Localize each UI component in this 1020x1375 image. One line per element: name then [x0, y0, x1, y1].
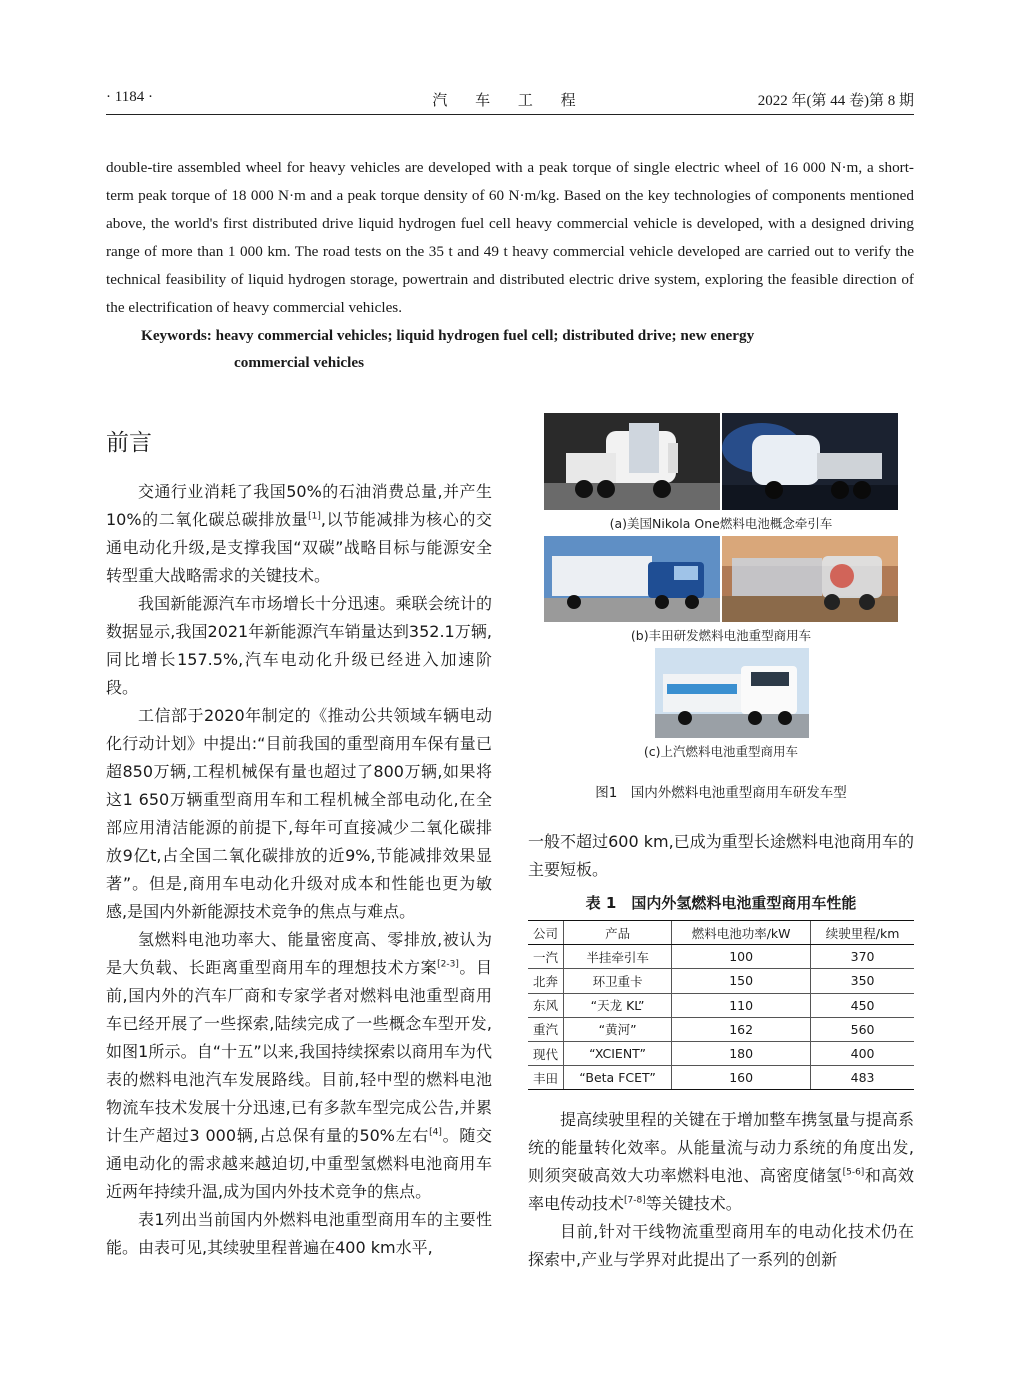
citation: [1] — [308, 511, 321, 522]
text-segment: 目前,针对干线物流重型商用车的电动化技术仍在探索中,产业与学界对此提出了一系列的创新 — [528, 1222, 914, 1269]
table-cell: 400 — [811, 1041, 914, 1065]
citation: [7-8] — [624, 1195, 646, 1206]
table-cell: 162 — [672, 1017, 811, 1041]
section-title: 前言 — [106, 430, 152, 456]
page-number: · 1184 · — [106, 89, 153, 105]
table-title: 表 1 国内外氢燃料电池重型商用车性能 — [585, 894, 857, 912]
abstract-text: double-tire assembled wheel for heavy vehicles are developed with a peak torque of single electric wheel of 16 000 N·m, a short-term peak torque of 18 000 N·m and a peak torque density of 60 N·m/kg. Based on the key technologies of components mentioned above, the world's first distributed drive liquid hydrogen fuel cell heavy commercial vehicle is developed, with a designed driving range of more than 1 000 km. The road tests on the 35 t and 49 t heavy commercial vehicle developed are carried out to verify the technical feasibility of liquid hydrogen storage, powertrain and distributed electric drive system, exploring the feasible direction of the electrification of heavy commercial vehicles. — [106, 159, 914, 316]
issue-info: 2022 年(第 44 卷)第 8 期 — [757, 93, 914, 109]
table-cell: 北奔 — [528, 969, 564, 993]
table-row — [528, 1066, 914, 1090]
photo-saic-truck — [655, 648, 809, 738]
paragraph — [528, 1106, 914, 1218]
table-cell: 150 — [672, 969, 811, 993]
text-segment: 等关键技术。 — [645, 1194, 742, 1213]
text-segment: 氢燃料电池功率大、能量密度高、零排放,被认为是大负载、长距离重型商用车的理想技术方案 — [106, 930, 492, 977]
table-cell: “黄河” — [564, 1017, 672, 1041]
table-cell: 丰田 — [528, 1066, 564, 1090]
caption-sub-b: (b)丰田研发燃料电池重型商用车 — [630, 628, 812, 643]
citation: [5-6] — [842, 1167, 865, 1178]
table-cell: 一汽 — [528, 945, 564, 969]
figure-caption: 图1 国内外燃料电池重型商用车研发车型 — [595, 785, 847, 801]
table-row — [528, 969, 914, 993]
right-column-bottom — [528, 1106, 914, 1274]
paragraph — [106, 478, 492, 590]
journal-name: 汽 车 工 程 — [432, 93, 588, 109]
paragraph: 一般不超过600 km,已成为重型长途燃料电池商用车的主要短板。 — [528, 832, 914, 879]
caption-sub-a: (a)美国Nikola One燃料电池概念牵引车 — [609, 516, 833, 531]
table-cell: 450 — [811, 993, 914, 1017]
table-cell: “Beta FCET” — [564, 1066, 672, 1090]
caption-sub-c: (c)上汽燃料电池重型商用车 — [643, 744, 799, 759]
text-segment: 我国新能源汽车市场增长十分迅速。乘联会统计的数据显示,我国2021年新能源汽车销量达到352.1万辆,同比增长157.5%,汽车电动化升级已经进入加速阶段。 — [106, 594, 492, 697]
table-cell: 半挂牵引车 — [564, 945, 672, 969]
paragraph — [106, 702, 492, 926]
keywords-label: Keywords: — [141, 327, 212, 344]
table-header-power: 燃料电池功率/kW — [672, 921, 811, 945]
table-cell: 现代 — [528, 1041, 564, 1065]
table-cell: “XCIENT” — [564, 1041, 672, 1065]
photo-toyota-xray — [722, 536, 898, 622]
citation: [2-3] — [437, 959, 459, 970]
table-row — [528, 993, 914, 1017]
table-cell: 110 — [672, 993, 811, 1017]
photo-nikola-white — [544, 413, 720, 510]
left-column — [106, 478, 492, 1262]
text-segment: 和高效率电传动技术 — [528, 1166, 914, 1213]
text-segment: 。随交通电动化的需求越来越迫切,中重型氢燃料电池商用车近两年持续升温,成为国内外技术竞争的焦点。 — [106, 1126, 492, 1201]
right-para-1 — [528, 828, 914, 884]
text-segment: 提高续驶里程的关键在于增加整车携氢量与提高系统的能量转化效率。从能量流与动力系统的角度出发,则须突破高效大功率燃料电池、高密度储氢 — [528, 1110, 914, 1185]
table-cell: 160 — [672, 1066, 811, 1090]
table-cell: 环卫重卡 — [564, 969, 672, 993]
table-cell: 东风 — [528, 993, 564, 1017]
keywords — [141, 322, 914, 376]
table-header-range: 续驶里程/km — [811, 921, 914, 945]
text-segment: 工信部于2020年制定的《推动公共领域车辆电动化行动计划》中提出:“目前我国的重型商用车保有量已超850万辆,工程机械保有量也超过了800万辆,如果将这1 650万辆重型商用车和工程机械全部电动化,在全部应用清洁能源的前提下,每年可直接减少二氧化碳排放9亿t,占全国二氧化碳排放的近9%,节能减排效果显著”。但是,商用车电动化升级对成本和性能也更为敏感,是国内外新能源技术竞争的焦点与难点。 — [106, 706, 492, 921]
table-cell: 180 — [672, 1041, 811, 1065]
table-cell: 100 — [672, 945, 811, 969]
table-row — [528, 1041, 914, 1065]
text-segment: 表1列出当前国内外燃料电池重型商用车的主要性能。由表可见,其续驶里程普遍在400 km水平, — [106, 1210, 492, 1257]
text-segment: 。目前,国内外的汽车厂商和专家学者对燃料电池重型商用车已经开展了一些探索,陆续完成了一些概念车型开发,如图1所示。自“十五”以来,我国持续探索以商用车为代表的燃料电池汽车发展路线。目前,轻中型的燃料电池物流车技术发展十分迅速,已有多款车型完成公告,并累计生产超过3 000辆,占总保有量的50%左右 — [106, 958, 492, 1145]
table-header-company: 公司 — [528, 921, 564, 945]
performance-table — [528, 920, 914, 1090]
table-cell: 350 — [811, 969, 914, 993]
keywords-line2: commercial vehicles — [234, 354, 365, 371]
text-segment: ,以节能减排为核心的交通电动化升级,是支撑我国“双碳”战略目标与能源安全转型重大战略需求的关键技术。 — [106, 510, 492, 585]
paragraph — [106, 1206, 492, 1262]
text-segment: 交通行业消耗了我国50%的石油消费总量,并产生10%的二氧化碳总碳排放量 — [106, 482, 492, 529]
running-header — [106, 89, 914, 111]
photo-nikola-blue — [722, 413, 898, 510]
table-row — [528, 1017, 914, 1041]
paragraph — [106, 590, 492, 702]
table-cell: 370 — [811, 945, 914, 969]
citation: [4] — [429, 1127, 442, 1138]
table-header-product: 产品 — [564, 921, 672, 945]
paragraph — [528, 1218, 914, 1274]
photo-toyota-blue-truck — [544, 536, 720, 622]
keywords-line1: heavy commercial vehicles; liquid hydrogen fuel cell; distributed drive; new energy — [215, 327, 755, 344]
table-header-row — [528, 921, 914, 945]
table-cell: 483 — [811, 1066, 914, 1090]
table-row — [528, 945, 914, 969]
table-cell: “天龙 KL” — [564, 993, 672, 1017]
table-cell: 重汽 — [528, 1017, 564, 1041]
paragraph — [106, 926, 492, 1206]
header-rule — [106, 114, 914, 115]
table-cell: 560 — [811, 1017, 914, 1041]
